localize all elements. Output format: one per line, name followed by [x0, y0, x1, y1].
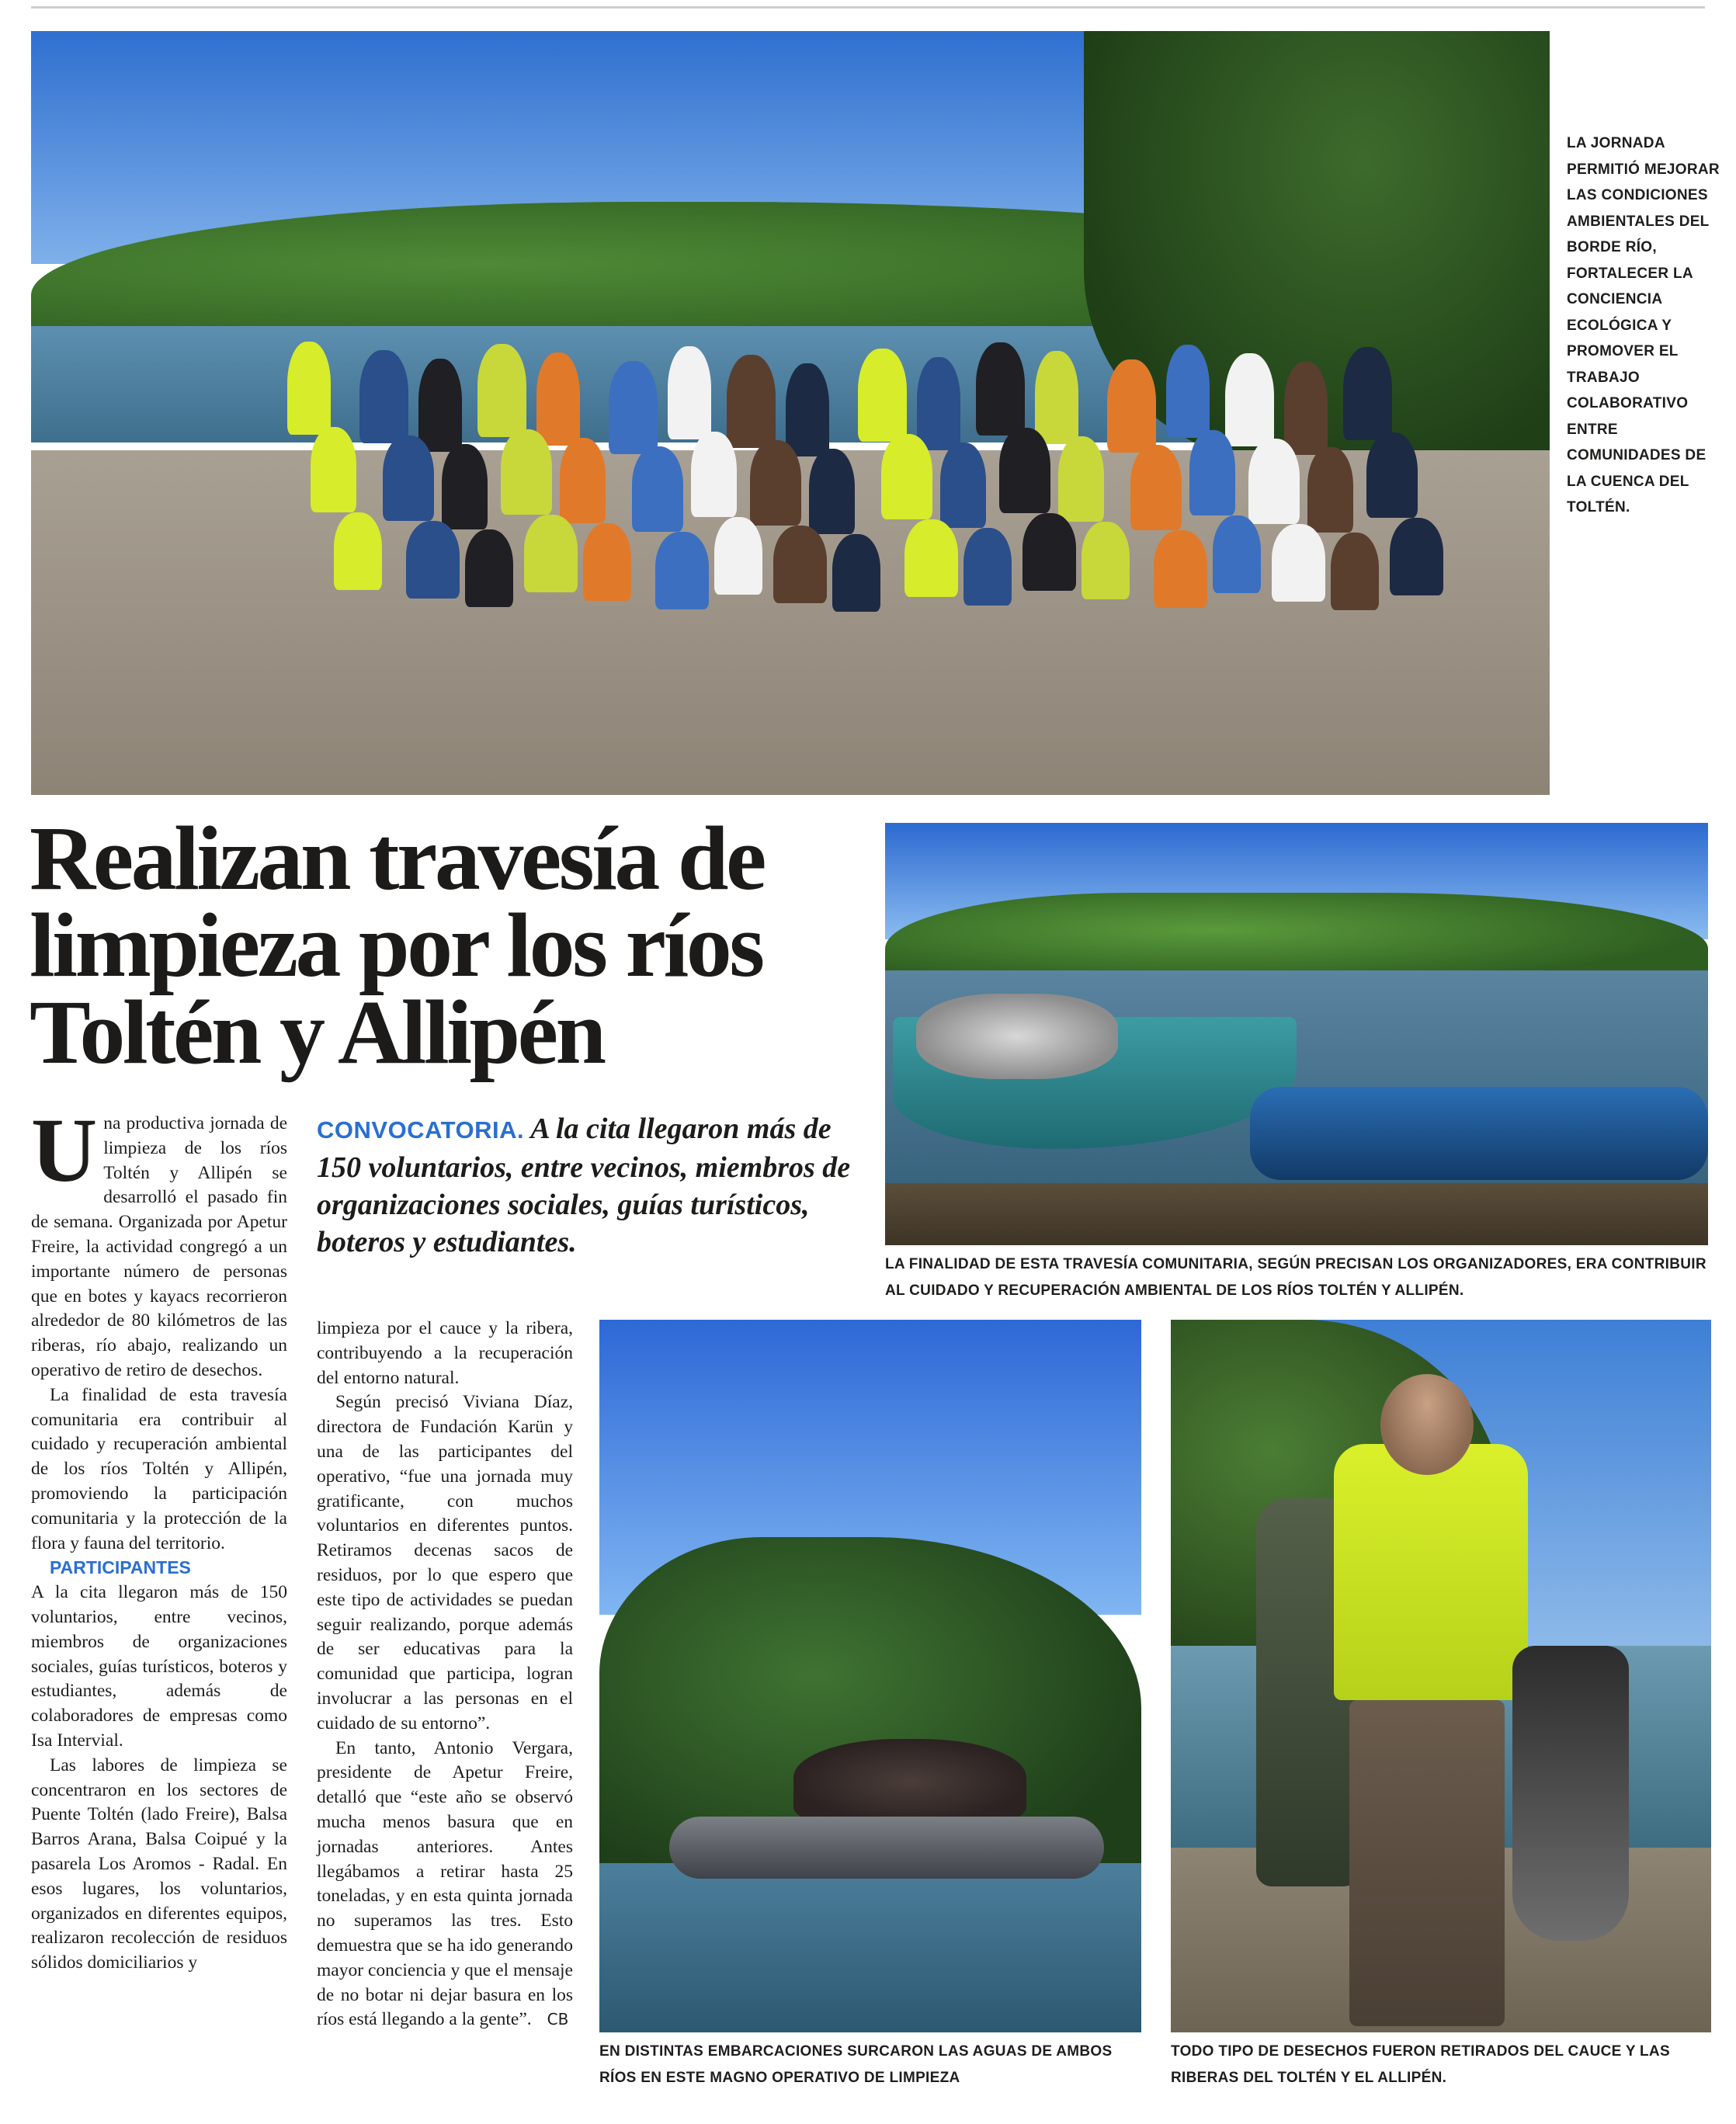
crowd-person: [714, 517, 762, 595]
crowd-person: [501, 429, 552, 515]
crowd-person: [477, 344, 526, 437]
crowd-person: [442, 444, 488, 529]
crowd-person: [1343, 347, 1392, 440]
crowd-person: [583, 523, 631, 601]
headline: [30, 807, 868, 1083]
crowd-person: [287, 342, 331, 435]
crowd-person: [668, 346, 711, 439]
crowd-person: [963, 528, 1012, 606]
raft-photo: [599, 1320, 1141, 2032]
photo-safety-vest: [1334, 1444, 1528, 1700]
photo-riverbank: [885, 1183, 1708, 1245]
caption-boats-photo: LA FINALIDAD DE ESTA TRAVESÍA COMUNITARIA, SEGÚN PRECISAN LOS ORGANIZADORES, ERA CONTRIBUIR AL CUIDADO Y RECUPERACIÓN AMBIENTAL DE LOS RÍOS TOLTÉN Y ALLIPÉN.: [885, 1256, 1706, 1299]
headline-line: Realizan travesía de: [30, 807, 764, 909]
crowd-person: [727, 355, 776, 448]
crowd-person: [560, 438, 606, 523]
crowd-person: [1154, 530, 1207, 608]
boats-photo: [885, 823, 1708, 1245]
caption-raft-photo: EN DISTINTAS EMBARCACIONES SURCARON LAS AGUAS DE AMBOS RÍOS EN ESTE MAGNO OPERATIVO DE LIMPIEZA: [599, 2043, 1113, 2086]
crowd-person: [832, 534, 880, 612]
crowd-person: [524, 515, 578, 592]
article-paragraph: A la cita llegaron más de 150 voluntarios, entre vecinos, miembros de organizaciones sociales, guías turísticos, boteros y estudiantes, además de colaboradores de empresas como Isa Intervial.: [31, 1582, 287, 1751]
photo-trash-bags: [916, 994, 1118, 1079]
crowd-person: [1307, 447, 1353, 533]
crowd-person: [1225, 353, 1274, 446]
crowd-person: [1284, 362, 1328, 455]
crowd-person: [858, 349, 907, 442]
crowd-person: [786, 363, 829, 456]
photo-volunteer-legs: [1349, 1700, 1505, 2026]
crowd-person: [1248, 439, 1300, 524]
section-subhead: PARTICIPANTES: [50, 1557, 191, 1578]
crowd-person: [999, 428, 1050, 513]
article-column-2: [317, 1317, 573, 2032]
paragraph-text: En tanto, Antonio Vergara, presidente de Apetur Freire, detalló que “este año se observó mucha menos basura que en jornadas anteriores. Antes llegábamos a retirar hasta 25 toneladas, y en esta quinta jornada no superamos las tres. Esto demuestra que se ha ido generando mayor conciencia y que el mensaje de no botar ni dejar basura en los ríos está llegando a la gente”.: [317, 1737, 573, 2030]
caption-group-photo: LA JORNADA PERMITIÓ MEJORAR LAS CONDICIONES AMBIENTALES DEL BORDE RÍO, FORTALECER LA CONCIENCIA ECOLÓGICA Y PROMOVER EL TRABAJO COLABORATIVO ENTRE COMUNIDADES DE LA CUENCA DEL TOLTÉN.: [1567, 135, 1720, 515]
crowd-person: [976, 342, 1025, 436]
crowd-person: [406, 521, 460, 599]
crowd-person: [1130, 445, 1182, 530]
crowd-person: [1166, 345, 1210, 438]
crowd-person: [632, 446, 683, 532]
headline-line: Toltén y Allipén: [30, 981, 604, 1083]
article-paragraph: limpieza por el cauce y la ribera, contribuyendo a la recuperación del entorno natural.: [317, 1318, 573, 1388]
crowd-person: [418, 359, 462, 452]
paragraph-text: na productiva jornada de limpieza de los ríos Toltén y Allipén se desarrolló el pasado fin de semana. Organizada por Apetur Freire, la actividad congregó a un importante número de personas que en botes y kayacs recorrieron alrededor de 80 kilómetros de las riberas, río abajo, realizando un operativo de retiro de desechos.: [31, 1113, 287, 1380]
crowd-person: [334, 512, 382, 590]
photo-kayak: [1250, 1087, 1708, 1180]
caption-volunteer-photo: TODO TIPO DE DESECHOS FUERON RETIRADOS DEL CAUCE Y LAS RIBERAS DEL TOLTÉN Y EL ALLIPÉN.: [1171, 2043, 1670, 2086]
pull-quote-text: A la cita llegaron más de 150 voluntarios, entre vecinos, miembros de organizaciones sociales, guías turísticos, boteros y estudiantes.: [317, 1112, 851, 1258]
pull-quote: [317, 1110, 860, 1261]
photo-volunteer-head: [1380, 1374, 1474, 1475]
crowd-person: [750, 440, 801, 526]
group-photo: [31, 31, 1550, 795]
volunteer-photo: [1171, 1320, 1711, 2032]
crowd-person: [536, 352, 580, 446]
crowd-person: [1023, 513, 1076, 591]
crowd-person: [1331, 533, 1379, 610]
article-paragraph: [317, 1737, 573, 2033]
photo-trash-bag: [1512, 1646, 1629, 1941]
crowd-person: [881, 434, 932, 519]
crowd-person: [773, 526, 827, 603]
crowd-person: [691, 432, 737, 517]
article-column-1: [31, 1099, 287, 1976]
article-paragraph: [31, 1099, 287, 1383]
crowd-person: [917, 357, 960, 450]
crowd-person: [1390, 518, 1443, 595]
crowd-person: [1213, 515, 1261, 593]
crowd-person: [1189, 430, 1235, 515]
photo-raft: [669, 1817, 1104, 1879]
article-paragraph: Las labores de limpieza se concentraron en los sectores de Puente Toltén (lado Freire), Balsa Barros Arana, Balsa Coipué y la pasarela Los Aromos - Radal. En esos lugares, los voluntarios, organizados en diferentes equipos, realizaron recolección de residuos sólidos domiciliarios y: [31, 1754, 287, 1973]
crowd-person: [609, 361, 658, 454]
end-mark: CB: [547, 2010, 569, 2029]
crowd-person: [809, 449, 855, 534]
crowd-person: [465, 529, 513, 607]
drop-cap: U: [31, 1099, 98, 1201]
pull-quote-label: CONVOCATORIA.: [317, 1116, 525, 1144]
article-paragraph: Según precisó Viviana Díaz, directora de Fundación Karün y una de las participantes del operativo, “fue una jornada muy gratificante, con muchos voluntarios en diferentes puntos. Retiramos decenas sacos de residuos, por lo que espero que este tipo de actividades se puedan seguir realizando, porque además de ser educativas para la comunidad que participa, logran involucrar a las personas en el cuidado de su entorno”.: [317, 1392, 573, 1734]
top-rule: [31, 6, 1705, 9]
photo-river: [599, 1863, 1141, 2032]
volunteer-crowd: [287, 342, 1452, 668]
crowd-person: [1366, 432, 1418, 518]
crowd-person: [1107, 359, 1156, 453]
crowd-person: [1272, 524, 1325, 602]
article-paragraph: La finalidad de esta travesía comunitaria era contribuir al cuidado y recuperación ambiental de los ríos Toltén y Allipén, promoviendo la participación comunitaria y la protección de la flora y fauna del territorio.: [31, 1384, 287, 1553]
crowd-person: [1058, 436, 1104, 522]
crowd-person: [940, 442, 986, 528]
photo-raft-riders: [793, 1739, 1026, 1824]
crowd-person: [904, 519, 958, 597]
crowd-person: [1082, 522, 1130, 599]
headline-line: limpieza por los ríos: [30, 894, 762, 996]
crowd-person: [383, 436, 434, 521]
crowd-person: [359, 350, 408, 443]
crowd-person: [311, 427, 356, 512]
crowd-person: [655, 532, 709, 609]
crowd-person: [1035, 351, 1078, 444]
